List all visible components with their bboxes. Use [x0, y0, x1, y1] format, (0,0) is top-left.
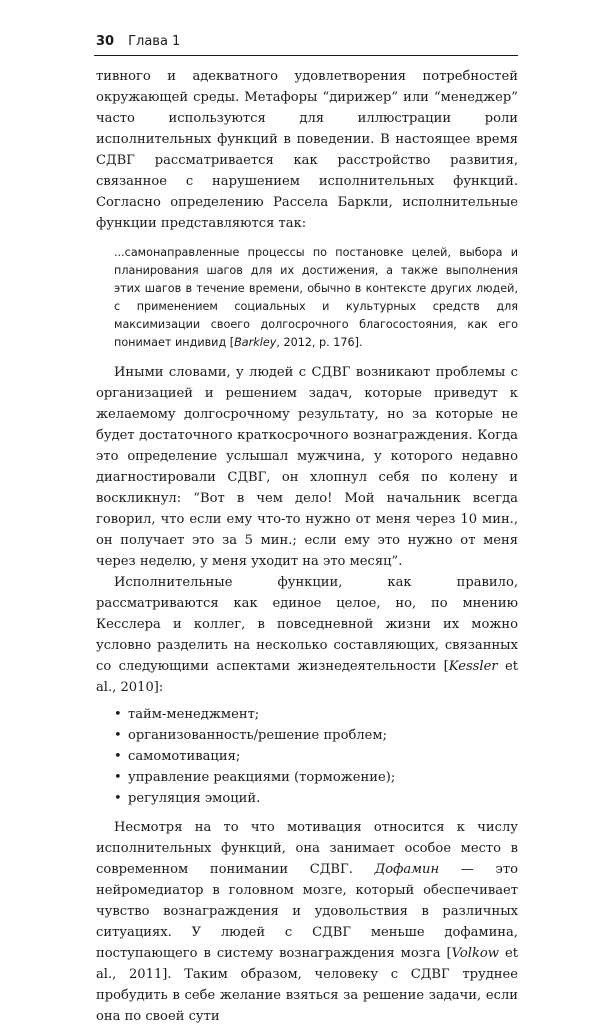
paragraph-4-text-b: — это нейромедиатор в головном мозге, который обеспечивает чувство вознаграждения и удовольствия в различных ситуациях. У людей с СДВГ меньше дофамина, поступающего в систему вознаграждения мозга [ [96, 862, 518, 961]
quote-citation-rest: , 2012, p. 176]. [276, 336, 363, 349]
block-quote [114, 244, 518, 352]
bullet-icon: • [114, 749, 122, 764]
paragraph-2: Иными словами, у людей с СДВГ возникают проблемы с организацией и решением задач, которые приведут к желаемому долгосрочному результату, но за которые не будет достаточного краткосрочного вознаграждения. Когда это определение услышал мужчина, у которого недавно диагностировали СДВГ, он хлопнул себя по колену и воскликнул: “Вот в чем дело! Мой начальник всегда говорил, что если ему что-то нужно от меня через 10 мин., он получает это за 5 мин.; если ему это нужно от меня через неделю, у меня уходит на это месяц”. [96, 365, 518, 569]
list-item: • организованность/решение проблем; [114, 725, 518, 746]
list-item: • управление реакциями (торможение); [114, 767, 518, 788]
page-body [96, 66, 518, 1027]
list-item: • регуляция эмоций. [114, 788, 518, 809]
dopamine-term: Дофамин [374, 862, 440, 877]
list-item: • самомотивация; [114, 746, 518, 767]
quote-text: ...самонаправленные процессы по постановке целей, выбора и планирования шагов для их достижения, а также выполнения этих шагов в течение времени, обычно в контексте других людей, с применением социальных и культурных средств для максимизации своего долгосрочного благосостояния, как его понимает индивид [ [114, 246, 518, 349]
paragraph-4 [96, 817, 518, 1027]
bullet-icon: • [114, 791, 122, 806]
paragraph-4-citation-author: Volkow [451, 946, 499, 961]
paragraph-3-citation-author: Kessler [448, 659, 498, 674]
page-number: 30 [96, 34, 115, 49]
bullet-icon: • [114, 728, 122, 743]
paragraph-3 [96, 572, 518, 698]
running-header [96, 34, 516, 50]
list-item: • тайм-менеджмент; [114, 704, 518, 725]
quote-citation-author: Barkley [234, 336, 277, 349]
header-rule [94, 55, 518, 56]
bullet-icon: • [114, 770, 122, 785]
bullet-icon: • [114, 707, 122, 722]
executive-functions-list [96, 704, 518, 809]
paragraph-3-text: Исполнительные функции, как правило, рассматриваются как единое целое, но, по мнению Кесслера и коллег, в повседневной жизни их можно условно разделить на несколько составляющих, связанных со следующими аспектами жизнедеятельности [ [96, 575, 518, 674]
paragraph-3-citation-rest: et al., 2010]: [96, 659, 518, 695]
paragraph-4-text-a: Несмотря на то что мотивация относится к числу исполнительных функций, она занимает особое место в современном понимании СДВГ. [96, 820, 518, 877]
paragraph-1: тивного и адекватного удовлетворения потребностей окружающей среды. Метафоры “дирижер” или “менеджер” часто используются для иллюстрации роли исполнительных функций в поведении. В настоящее время СДВГ рассматривается как расстройство развития, связанное с нарушением исполнительных функций. Согласно определению Рассела Баркли, исполнительные функции представляются так: [96, 69, 518, 231]
paragraph-4-citation-rest: et al., 2011]. Таким образом, человеку с СДВГ труднее пробудить в себе желание взяться за решение задачи, если она по своей сути [96, 946, 518, 1024]
chapter-title: Глава 1 [128, 34, 181, 49]
